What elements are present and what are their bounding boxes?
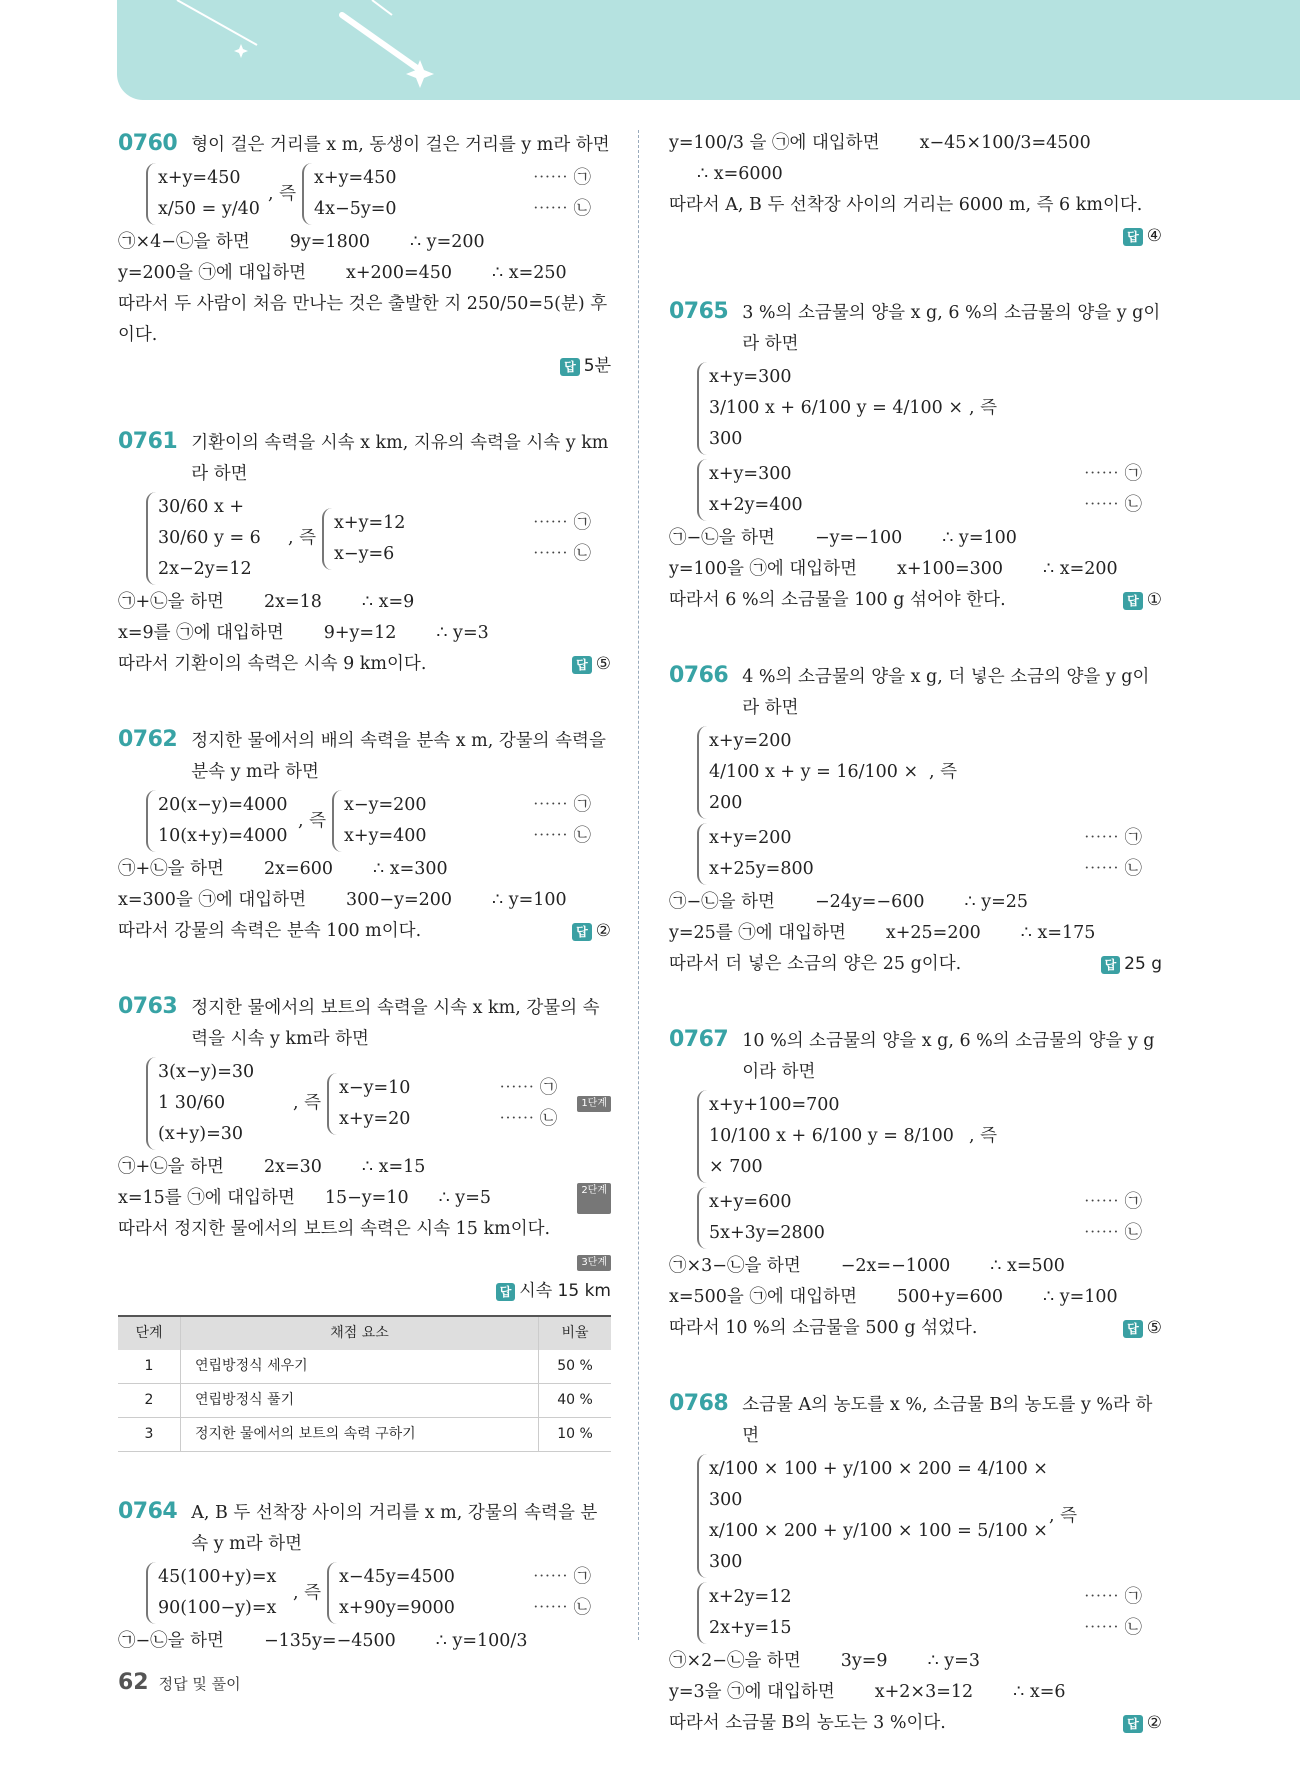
problem-intro: 10 %의 소금물의 양을 x g, 6 %의 소금물의 양을 y g이라 하면 bbox=[742, 1031, 1155, 1082]
problem-intro: 정지한 물에서의 배의 속력을 분속 x m, 강물의 속력을 분속 y m라 하면 bbox=[191, 731, 606, 782]
problem-number: 0761 bbox=[118, 429, 178, 454]
solution-step: ㉠+㉡을 하면 2x=600 ∴ x=300 bbox=[118, 859, 448, 879]
page-title: 정답 및 풀이 bbox=[158, 1675, 241, 1693]
answer: 답 ② bbox=[1123, 1708, 1162, 1739]
scoring-table bbox=[118, 1315, 611, 1452]
column-divider bbox=[638, 130, 639, 1640]
stage-badge: 2단계 bbox=[577, 1183, 611, 1214]
equation-system: x−y=10 ⋯⋯ ㉠ x+y=20 ⋯⋯ ㉡ bbox=[327, 1073, 577, 1135]
answer: 답 ⑤ bbox=[572, 649, 611, 680]
solution-step: x=300을 ㉠에 대입하면 300−y=200 ∴ y=100 bbox=[118, 890, 567, 910]
equation-system bbox=[146, 492, 288, 585]
answer: 답 ⑤ bbox=[1123, 1313, 1162, 1344]
answer: 답 25 g bbox=[1101, 949, 1162, 980]
equation: 4x−5y=0 bbox=[314, 199, 397, 219]
joiner-text: , 즉 bbox=[288, 528, 317, 548]
table-row: 1 연립방정식 세우기 50 % bbox=[118, 1350, 611, 1384]
equation-system: x+y=300 3/100 x + 6/100 y = 4/100 × 300 bbox=[697, 362, 969, 455]
table-header: 비율 bbox=[539, 1316, 612, 1350]
solution-step: ㉠×3−㉡을 하면 −2x=−1000 ∴ x=500 bbox=[669, 1256, 1065, 1276]
table-header: 채점 요소 bbox=[181, 1316, 539, 1350]
problem-intro: A, B 두 선착장 사이의 거리를 x m, 강물의 속력을 분속 y m라 하면 bbox=[191, 1503, 598, 1554]
problem-0760 bbox=[118, 128, 611, 382]
equation-system: 20(x−y)=4000 10(x+y)=4000 bbox=[146, 790, 298, 852]
solution-step: y=100/3 을 ㉠에 대입하면 x−45×100/3=4500 bbox=[669, 133, 1091, 153]
equation-system: 3(x−y)=30 1 30/60 (x+y)=30 bbox=[146, 1057, 293, 1150]
problem-0764-continued bbox=[669, 128, 1162, 252]
solution-step: y=25를 ㉠에 대입하면 x+25=200 ∴ x=175 bbox=[669, 923, 1096, 943]
equation-system: x/100 × 100 + y/100 × 200 = 4/100 × 300 x/100 × 200 + y/100 × 100 = 5/100 × 300 bbox=[697, 1454, 1049, 1578]
equation-system: x+y=12 ⋯⋯ ㉠ x−y=6 ⋯⋯ ㉡ bbox=[322, 508, 611, 570]
problem-0764: 0764 A, B 두 선착장 사이의 거리를 x m, 강물의 속력을 분속 y m라 하면 45(100+y)=x 90(100−y)=x , 즉 x−45y=4500 ⋯⋯ ㉠ x+90y=9000 ⋯⋯ ㉡ ㉠−㉡을 하면 −135y=−4500 ∴ y=100/3 bbox=[118, 1496, 611, 1657]
solution-step: ㉠+㉡을 하면 2x=18 ∴ x=9 bbox=[118, 592, 415, 612]
problem-intro: 기환이의 속력을 시속 x km, 지유의 속력을 시속 y km라 하면 bbox=[191, 433, 609, 484]
answer: 답 ④ bbox=[1123, 221, 1162, 252]
conclusion: 따라서 정지한 물에서의 보트의 속력은 시속 15 km이다. bbox=[118, 1219, 551, 1239]
problem-0767: 0767 10 %의 소금물의 양을 x g, 6 %의 소금물의 양을 y g이라 하면 x+y+100=700 10/100 x + 6/100 y = 8/100 × 700 , 즉 x+y=600 ⋯⋯ ㉠ 5x+3y=2800 ⋯⋯ ㉡ ㉠×3−㉡을 하면 −2x=−1000 ∴ x=500 x=500을 ㉠에 대입하면 500+y=600 ∴ y=100 따라서 10 %의 소금물을 500 g 섞었다. 답 ⑤ bbox=[669, 1024, 1162, 1344]
conclusion: 따라서 두 사람이 처음 만나는 것은 출발한 지 250/50=5(분) 후 이다. bbox=[118, 294, 608, 345]
problem-0765: 0765 3 %의 소금물의 양을 x g, 6 %의 소금물의 양을 y g이라 하면 x+y=300 3/100 x + 6/100 y = 4/100 × 300 , 즉 x+y=300 ⋯⋯ ㉠ x+2y=400 ⋯⋯ ㉡ ㉠−㉡을 하면 −y=−100 ∴ y=100 y=100을 ㉠에 대입하면 x+100=300 ∴ x=200 따라서 6 %의 소금물을 100 g 섞어야 한다. 답 ① bbox=[669, 296, 1162, 616]
problem-number: 0766 bbox=[669, 663, 729, 688]
conclusion: 따라서 기환이의 속력은 시속 9 km이다. bbox=[118, 654, 427, 674]
problem-number: 0764 bbox=[118, 1499, 178, 1524]
equation: 30/60 x + 30/60 y = 6 bbox=[158, 497, 261, 548]
conclusion: 따라서 10 %의 소금물을 500 g 섞었다. bbox=[669, 1318, 978, 1338]
solution-step: ㉠−㉡을 하면 −y=−100 ∴ y=100 bbox=[669, 528, 1017, 548]
answer: 답 ② bbox=[572, 916, 611, 947]
equation-system: x+y=600 ⋯⋯ ㉠ 5x+3y=2800 ⋯⋯ ㉡ bbox=[697, 1187, 1162, 1249]
solution-step: y=3을 ㉠에 대입하면 x+2×3=12 ∴ x=6 bbox=[669, 1682, 1066, 1702]
solution-step: ㉠−㉡을 하면 −24y=−600 ∴ y=25 bbox=[669, 892, 1029, 912]
equation-system: x+y+100=700 10/100 x + 6/100 y = 8/100 × 700 bbox=[697, 1090, 969, 1183]
sparkle-decoration bbox=[117, 0, 1300, 100]
equation-system: x−y=200 ⋯⋯ ㉠ x+y=400 ⋯⋯ ㉡ bbox=[332, 790, 611, 852]
equation: 2x−2y=12 bbox=[158, 559, 252, 579]
header-banner bbox=[117, 0, 1300, 100]
problem-number: 0762 bbox=[118, 727, 178, 752]
answer-badge: 답 bbox=[560, 358, 580, 376]
problem-0763: 0763 정지한 물에서의 보트의 속력을 시속 x km, 강물의 속력을 시속 y km라 하면 3(x−y)=30 1 30/60 (x+y)=30 , 즉 x−y=10 ⋯⋯ ㉠ x+y=20 ⋯⋯ ㉡ 1단계 ㉠+㉡을 하면 2x=30 ∴ x=15 x=15를 ㉠에 대입하면 15−y=10 ∴ y=5 2단계 따라서 정지한 물에서의 보트의 속력은 시속 15 km이다. 3단계 답 시속 15 km 단계 채점 요소 비율 1 연립방정식 세우기 50 % 2 연립방정식 풀기 40 % 3 정지한 물에서의 보트의 속력 구하기 10 % bbox=[118, 991, 611, 1452]
equation-system bbox=[146, 163, 268, 225]
table-row: 2 연립방정식 풀기 40 % bbox=[118, 1384, 611, 1418]
conclusion: 따라서 6 %의 소금물을 100 g 섞어야 한다. bbox=[669, 590, 1006, 610]
equation-system: 45(100+y)=x 90(100−y)=x bbox=[146, 1562, 293, 1624]
answer: 답 시속 15 km bbox=[496, 1276, 611, 1307]
equation: x+y=450 bbox=[158, 168, 241, 188]
solution-step: ∴ x=6000 bbox=[697, 164, 783, 184]
equation-mark: ⋯⋯ ㉡ bbox=[532, 199, 591, 219]
equation-system: x+y=200 4/100 x + y = 16/100 × 200 bbox=[697, 726, 929, 819]
problem-intro: 정지한 물에서의 보트의 속력을 시속 x km, 강물의 속력을 시속 y km라 하면 bbox=[191, 998, 600, 1049]
problem-intro: 소금물 A의 농도를 x %, 소금물 B의 농도를 y %라 하면 bbox=[742, 1395, 1153, 1446]
problem-number: 0763 bbox=[118, 994, 178, 1019]
solution-step: ㉠×4−㉡을 하면 9y=1800 ∴ y=200 bbox=[118, 232, 485, 252]
problem-number: 0767 bbox=[669, 1027, 729, 1052]
conclusion: 따라서 소금물 B의 농도는 3 %이다. bbox=[669, 1713, 946, 1733]
problem-0762: 0762 정지한 물에서의 배의 속력을 분속 x m, 강물의 속력을 분속 y m라 하면 20(x−y)=4000 10(x+y)=4000 , 즉 x−y=200 ⋯⋯ ㉠ x+y=400 ⋯⋯ ㉡ ㉠+㉡을 하면 2x=600 ∴ x=300 x=300을 ㉠에 대입하면 300−y=200 ∴ y=100 따라서 강물의 속력은 분속 100 m이다. 답 ② bbox=[118, 724, 611, 947]
problem-0766: 0766 4 %의 소금물의 양을 x g, 더 넣은 소금의 양을 y g이라 하면 x+y=200 4/100 x + y = 16/100 × 200 , 즉 x+y=200 ⋯⋯ ㉠ x+25y=800 ⋯⋯ ㉡ ㉠−㉡을 하면 −24y=−600 ∴ y=25 y=25를 ㉠에 대입하면 x+25=200 ∴ x=175 따라서 더 넣은 소금의 양은 25 g이다. 답 25 g bbox=[669, 660, 1162, 980]
solution-step: ㉠+㉡을 하면 2x=30 ∴ x=15 bbox=[118, 1157, 426, 1177]
page-footer bbox=[118, 1670, 241, 1695]
problem-number: 0760 bbox=[118, 131, 178, 156]
equation: x/50 = y/40 bbox=[158, 199, 260, 219]
solution-step: x=500을 ㉠에 대입하면 500+y=600 ∴ y=100 bbox=[669, 1287, 1118, 1307]
equation-mark: ⋯⋯ ㉠ bbox=[532, 168, 591, 188]
solution-step: y=200을 ㉠에 대입하면 x+200=450 ∴ x=250 bbox=[118, 263, 567, 283]
conclusion: 따라서 강물의 속력은 분속 100 m이다. bbox=[118, 921, 422, 941]
problem-number: 0768 bbox=[669, 1391, 729, 1416]
equation-system: x−45y=4500 ⋯⋯ ㉠ x+90y=9000 ⋯⋯ ㉡ bbox=[327, 1562, 611, 1624]
problem-0768: 0768 소금물 A의 농도를 x %, 소금물 B의 농도를 y %라 하면 x/100 × 100 + y/100 × 200 = 4/100 × 300 x/100 × 200 + y/100 × 100 = 5/100 × 300 , 즉 x+2y=12 ⋯⋯ ㉠ 2x+y=15 ⋯⋯ ㉡ ㉠×2−㉡을 하면 3y=9 ∴ y=3 y=3을 ㉠에 대입하면 x+2×3=12 ∴ x=6 따라서 소금물 B의 농도는 3 %이다. 답 ② bbox=[669, 1388, 1162, 1739]
joiner-text: , 즉 bbox=[268, 183, 297, 204]
page-number: 62 bbox=[118, 1670, 149, 1695]
equation-system: x+y=200 ⋯⋯ ㉠ x+25y=800 ⋯⋯ ㉡ bbox=[697, 823, 1162, 885]
conclusion: 따라서 더 넣은 소금의 양은 25 g이다. bbox=[669, 954, 962, 974]
solution-step: x=9를 ㉠에 대입하면 9+y=12 ∴ y=3 bbox=[118, 623, 489, 643]
problem-intro: 3 %의 소금물의 양을 x g, 6 %의 소금물의 양을 y g이라 하면 bbox=[742, 303, 1161, 354]
left-column bbox=[118, 128, 611, 1701]
solution-step: ㉠−㉡을 하면 −135y=−4500 ∴ y=100/3 bbox=[118, 1631, 528, 1651]
problem-0761 bbox=[118, 426, 611, 680]
solution-step: y=100을 ㉠에 대입하면 x+100=300 ∴ x=200 bbox=[669, 559, 1118, 579]
equation: x+y=450 bbox=[314, 168, 397, 188]
equation-system: x+2y=12 ⋯⋯ ㉠ 2x+y=15 ⋯⋯ ㉡ bbox=[697, 1582, 1162, 1644]
equation-system bbox=[302, 163, 611, 225]
problem-intro: 형이 걸은 거리를 x m, 동생이 걸은 거리를 y m라 하면 bbox=[191, 135, 610, 155]
problem-intro: 4 %의 소금물의 양을 x g, 더 넣은 소금의 양을 y g이라 하면 bbox=[742, 667, 1150, 718]
equation-system: x+y=300 ⋯⋯ ㉠ x+2y=400 ⋯⋯ ㉡ bbox=[697, 459, 1162, 521]
right-column bbox=[669, 128, 1162, 1783]
problem-number: 0765 bbox=[669, 299, 729, 324]
conclusion: 따라서 A, B 두 선착장 사이의 거리는 6000 m, 즉 6 km이다. bbox=[669, 195, 1143, 215]
answer: 답 ① bbox=[1123, 585, 1162, 616]
table-header: 단계 bbox=[118, 1316, 181, 1350]
answer: 답 5분 bbox=[560, 351, 611, 382]
stage-badge: 1단계 bbox=[577, 1096, 611, 1112]
solution-step: ㉠×2−㉡을 하면 3y=9 ∴ y=3 bbox=[669, 1651, 980, 1671]
table-row: 3 정지한 물에서의 보트의 속력 구하기 10 % bbox=[118, 1418, 611, 1452]
stage-badge: 3단계 bbox=[577, 1255, 611, 1271]
